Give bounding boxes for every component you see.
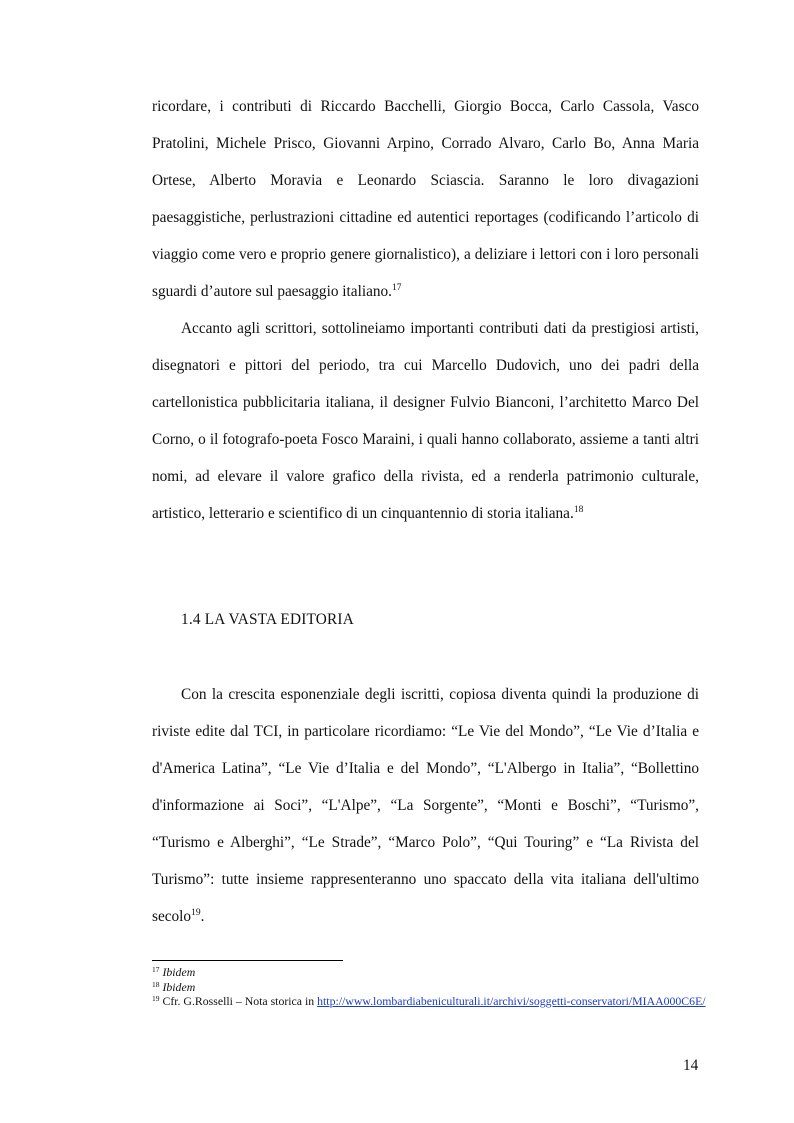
footnote-number: 17 (152, 965, 160, 974)
paragraph-2-text: Accanto agli scrittori, sottolineiamo importanti contributi dati da prestigiosi artisti, disegnatori e pittori del periodo, tra cui Marcello Dudovich, uno dei padri della cartellonistica pubblicitaria italiana, il designer Fulvio Bianconi, l’architetto Marco Del Corno, o il fotografo-poeta Fosco Maraini, i quali hanno collaborato, assieme a tanti altri nomi, ad elevare il valore grafico della rivista, ed a renderla patrimonio culturale, artistico, letterario e scientifico di un cinquantennio di storia italiana. (152, 320, 699, 522)
body-paragraph-1 (152, 88, 699, 310)
footnote-19 (152, 994, 712, 1009)
footnote-17 (152, 965, 712, 980)
footnote-text: Ibidem (162, 979, 196, 994)
footnote-ref-17[interactable]: 17 (392, 283, 402, 293)
body-paragraph-2 (152, 310, 699, 532)
footnote-18 (152, 980, 712, 995)
footnotes (152, 965, 712, 1009)
footnote-ref-18[interactable]: 18 (573, 505, 584, 515)
paragraph-1-text: ricordare, i contributi di Riccardo Bacchelli, Giorgio Bocca, Carlo Cassola, Vasco Pratolini, Michele Prisco, Giovanni Arpino, Corrado Alvaro, Carlo Bo, Anna Maria Ortese, Alberto Moravia e Leonardo Sciascia. Saranno le loro divagazioni paesaggistiche, perlustrazioni cittadine ed autentici reportages (codificando l’articolo di viaggio come vero e proprio genere giornalistico), a deliziare i lettori con i loro personali sguardi d’autore sul paesaggio italiano. (152, 98, 699, 300)
footnote-link[interactable]: http://www.lombardiabeniculturali.it/archivi/soggetti-conservatori/MIAA000C6E/ (317, 994, 706, 1008)
body-paragraph-3 (152, 676, 699, 935)
page-number: 14 (683, 1057, 699, 1074)
paragraph-3-text: Con la crescita esponenziale degli iscritti, copiosa diventa quindi la produzione di riviste edite dal TCI, in particolare ricordiamo: “Le Vie del Mondo”, “Le Vie d’Italia e d'America Latina”, “Le Vie d’Italia e del Mondo”, “L'Albergo in Italia”, “Bollettino d'informazione ai Soci”, “L'Alpe”, “La Sorgente”, “Monti e Boschi”, “Turismo”, “Turismo e Alberghi”, “Le Strade”, “Marco Polo”, “Qui Touring” e “La Rivista del Turismo”: tutte insieme rappresenteranno uno spaccato della vita italiana dell'ultimo secolo (152, 686, 699, 925)
footnote-text: Cfr. G.Rosselli – Nota storica in (162, 994, 318, 1008)
footnote-text: Ibidem (162, 965, 196, 979)
section-heading: 1.4 LA VASTA EDITORIA (181, 611, 354, 628)
footnote-separator (152, 960, 343, 961)
footnote-number: 19 (152, 994, 160, 1003)
footnote-ref-19[interactable]: 19 (191, 908, 201, 918)
paragraph-3-end: . (200, 908, 205, 925)
footnote-number: 18 (152, 979, 160, 989)
